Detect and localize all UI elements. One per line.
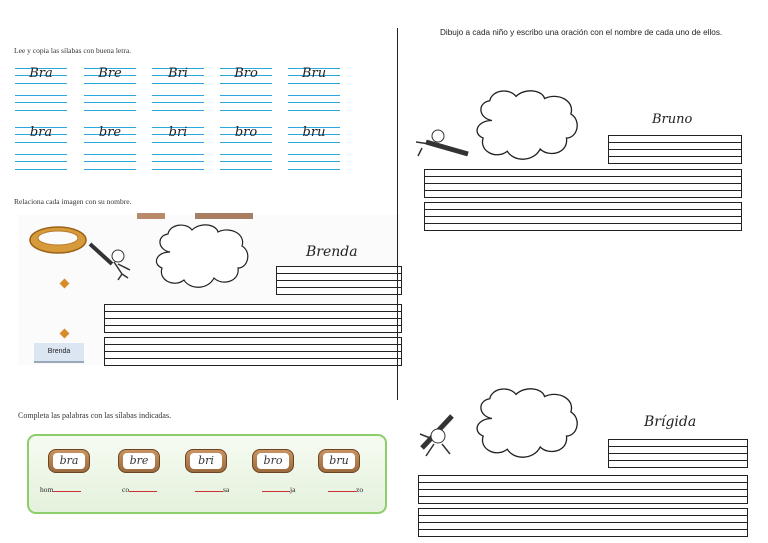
name-bruno: Bruno xyxy=(652,112,693,127)
instruction-complete-words: Completa las palabras con las sílabas indicadas. xyxy=(18,411,172,420)
fill-word[interactable]: co xyxy=(122,485,157,494)
instruction-match-images: Relaciona cada imagen con su nombre. xyxy=(14,197,132,206)
label-card[interactable] xyxy=(34,343,84,363)
syllable-box: Bra xyxy=(15,68,67,84)
name-brenda: Brenda xyxy=(306,244,358,260)
instruction-copy-syllables: Lee y copia las sílabas con buena letra. xyxy=(14,46,132,55)
syllable-box: bra xyxy=(15,127,67,143)
sentence-lines-brigida[interactable] xyxy=(418,475,748,504)
sentence-lines-bruno[interactable] xyxy=(424,169,742,198)
sentence-lines-brenda-2[interactable] xyxy=(104,337,402,366)
syllable-box: bre xyxy=(84,127,136,143)
name-lines-brenda[interactable] xyxy=(276,266,402,295)
syllable-box: bro xyxy=(220,127,272,143)
syllable-box: bri xyxy=(152,127,204,143)
copy-box[interactable] xyxy=(15,154,67,170)
name-lines-brigida[interactable] xyxy=(608,439,748,468)
copy-box[interactable] xyxy=(84,95,136,111)
photo-strip xyxy=(195,213,253,219)
label-brenda: Brenda xyxy=(47,348,71,355)
syllable-box: bru xyxy=(288,127,340,143)
copy-box[interactable] xyxy=(15,95,67,111)
drawing-cloud[interactable] xyxy=(470,86,584,166)
copy-box[interactable] xyxy=(288,154,340,170)
fill-word[interactable]: hom xyxy=(40,485,81,494)
boy-pencil-icon xyxy=(416,412,466,458)
boy-pencil-icon xyxy=(412,128,472,162)
instruction-draw-children: Dibujo a cada niño y escribo una oración con el nombre de cada uno de ellos. xyxy=(440,28,723,37)
boy-pencil-icon xyxy=(88,242,144,282)
column-divider xyxy=(397,28,398,400)
photo-strip xyxy=(137,213,165,219)
copy-box[interactable] xyxy=(220,95,272,111)
wood-syllable: bro xyxy=(252,449,294,473)
bracelet-image xyxy=(28,224,88,256)
copy-box[interactable] xyxy=(220,154,272,170)
copy-box[interactable] xyxy=(152,154,204,170)
sentence-lines-brenda[interactable] xyxy=(104,304,402,333)
copy-box[interactable] xyxy=(84,154,136,170)
fill-word[interactable]: sa xyxy=(195,485,229,494)
copy-box[interactable] xyxy=(288,95,340,111)
syllable-box: Bri xyxy=(152,68,204,84)
syllable-box: Bre xyxy=(84,68,136,84)
sentence-lines-bruno-2[interactable] xyxy=(424,202,742,231)
wood-syllable: bra xyxy=(48,449,90,473)
fill-word[interactable]: ja xyxy=(262,485,295,494)
copy-box[interactable] xyxy=(152,95,204,111)
wood-syllable: bri xyxy=(185,449,227,473)
sentence-lines-brigida-2[interactable] xyxy=(418,508,748,537)
drawing-cloud[interactable] xyxy=(150,222,254,292)
fill-word[interactable]: zo xyxy=(328,485,363,494)
drawing-cloud[interactable] xyxy=(470,384,584,464)
wood-syllable: bru xyxy=(318,449,360,473)
wood-syllable: bre xyxy=(118,449,160,473)
name-lines-bruno[interactable] xyxy=(608,135,742,164)
syllable-box: Bru xyxy=(288,68,340,84)
syllable-box: Bro xyxy=(220,68,272,84)
name-brigida: Brígida xyxy=(644,414,697,430)
syllable-panel xyxy=(27,434,387,514)
